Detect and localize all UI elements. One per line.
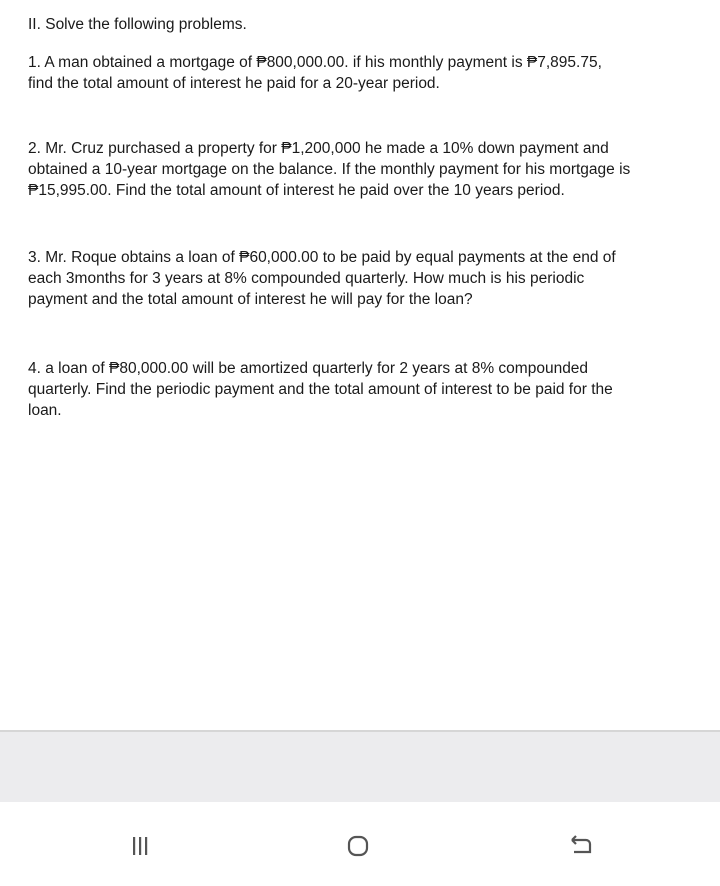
problem-line: 2. Mr. Cruz purchased a property for ₱1,200,000 he made a 10% down payment and xyxy=(28,140,609,157)
problem-line: 1. A man obtained a mortgage of ₱800,000.00. if his monthly payment is ₱7,895.75, xyxy=(28,54,602,71)
problem-line: 4. a loan of ₱80,000.00 will be amortized quarterly for 2 years at 8% compounded xyxy=(28,360,589,377)
problem-1 xyxy=(28,52,698,94)
problem-line: loan. xyxy=(28,402,62,419)
recent-apps-icon xyxy=(128,834,152,863)
section-heading: II. Solve the following problems. xyxy=(28,16,247,33)
problem-line: payment and the total amount of interest he will pay for the loan? xyxy=(28,291,473,308)
back-button[interactable] xyxy=(555,828,605,868)
problem-line: obtained a 10-year mortgage on the balance. If the monthly payment for his mortgage is xyxy=(28,161,631,178)
problem-line: 3. Mr. Roque obtains a loan of ₱60,000.00 to be paid by equal payments at the end of xyxy=(28,249,616,266)
problem-line: quarterly. Find the periodic payment and the total amount of interest to be paid for the xyxy=(28,381,613,398)
home-icon xyxy=(345,833,371,864)
problem-2 xyxy=(28,138,698,201)
problem-line: find the total amount of interest he paid for a 20-year period. xyxy=(28,75,440,92)
home-button[interactable] xyxy=(333,828,383,868)
problem-line: each 3months for 3 years at 8% compounded quarterly. How much is his periodic xyxy=(28,270,585,287)
back-icon xyxy=(566,834,594,863)
problem-4 xyxy=(28,358,698,421)
gray-band xyxy=(0,732,720,802)
problem-3 xyxy=(28,247,698,310)
recent-apps-button[interactable] xyxy=(115,828,165,868)
problem-line: ₱15,995.00. Find the total amount of interest he paid over the 10 years period. xyxy=(28,182,565,199)
navigation-bar xyxy=(0,802,720,886)
